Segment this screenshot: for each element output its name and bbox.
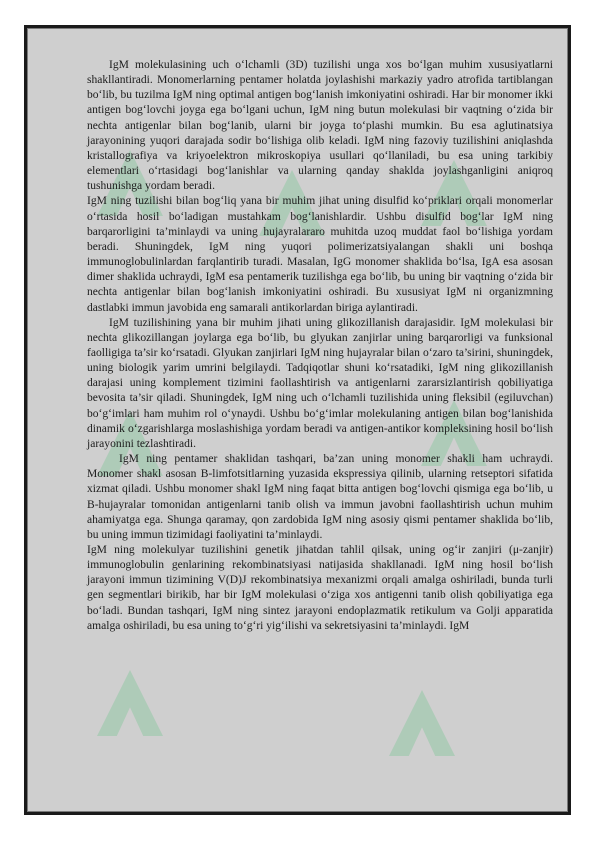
document-body xyxy=(87,58,553,634)
paragraph: IgM molekulasining uch o‘lchamli (3D) tuzilishi unga xos bo‘lgan muhim xususiyatlarni shakllantiradi. Monomerlarning pentamer holatda joylashishi markaziy yadro atrofida tartiblangan bo‘lib, bu tuzilma IgM ning optimal antigen bog‘lanish imkoniyatini oshiradi. Har bir monomer ikki antigen bog‘lovchi joyga ega bo‘lgani uchun, IgM ning butun molekulasi bir vaqtning o‘zida bir nechta antigenlar bilan bog‘lanib, ularni bir joyga to‘plashi mumkin. Bu esa aglutinatsiya jarayonining yuqori darajada sodir bo‘lishiga olib keladi. IgM ning fazoviy tuzilishini aniqlashda kristallografiya va kriyoelektron mikroskopiya usullari qo‘llaniladi, bu esa uning tarkibiy elementlari o‘rtasidagi bog‘lanishlar va ularning qanday shaklda joylashganligini aniqroq tushunishga yordam beradi. xyxy=(87,59,553,193)
paragraph: IgM ning tuzilishi bilan bog‘liq yana bir muhim jihat uning disulfid ko‘priklari orqali monomerlar o‘rtasida hosil bo‘ladigan mustahkam bog‘lanishlardir. Ushbu disulfid bog‘lar IgM ning barqarorligini ta’minlaydi va uning hujayralararo muhitda uzoq muddat faol bo‘lishiga yordam beradi. Shuningdek, IgM ning yuqori polimerizatsiyalangan shakli uni boshqa immunoglobulinlardan farqlantirib turadi. Masalan, IgG monomer shaklida bo‘lsa, IgA esa asosan dimer shaklida uchraydi, IgM esa pentamerik tuzilishga ega bo‘lib, bu uning bir vaqtning o‘zida bir nechta antigenlar bilan bog‘lanish imkoniyatini oshiradi. Bu xususiyat IgM ni organizmning dastlabki immun javobida eng samarali antikorlardan biriga aylantiradi. xyxy=(87,195,553,314)
paragraph: IgM tuzilishining yana bir muhim jihati uning glikozillanish darajasidir. IgM molekulasi bir nechta glikozillangan joylarga ega bo‘lib, bu glyukan zanjirlar uning barqarorligi va funksional faolligiga ta’sir ko‘rsatadi. Glyukan zanjirlari IgM ning hujayralar bilan o‘zaro ta’sirini, shuningdek, uning biologik yarim umrini belgilaydi. Tadqiqotlar shuni ko‘rsatadiki, IgM ning glikozillanish darajasi uning komplement tizimini faollashtirish va antigenlarni zararsizlantirish qobiliyatiga bevosita ta’sir qiladi. Shuningdek, IgM ning uch o‘lchamli tuzilishida uning fleksibil (egiluvchan) bo‘g‘imlari ham muhim rol o‘ynaydi. Ushbu bo‘g‘imlar molekulaning antigen bilan bog‘lanishida dinamik o‘zgarishlarga moslashishiga yordam beradi va antigen-antikor kompleksining hosil bo‘lish jarayonini tezlashtiradi. xyxy=(87,316,553,450)
paragraph: IgM ning molekulyar tuzilishini genetik jihatdan tahlil qilsak, uning og‘ir zanjiri (μ-zanjir) immunoglobulin genlarining rekombinatsiyasi natijasida shakllanadi. IgM ning hosil bo‘lish jarayoni immun tizimining V(D)J rekombinatsiya mexanizmi orqali amalga oshiriladi, bunda turli gen segmentlari birikib, har bir IgM molekulasi o‘ziga xos antigenni tanib olish qobiliyatiga ega bo‘ladi. Bundan tashqari, IgM ning sintez jarayoni endoplazmatik retikulum va Golji apparatida amalga oshiriladi, bu esa uning to‘g‘ri yig‘ilishi va sekretsiyasini ta’minlaydi. IgM xyxy=(87,544,553,632)
watermark-logo-icon xyxy=(75,648,185,758)
paragraph: IgM ning pentamer shaklidan tashqari, ba’zan uning monomer shakli ham uchraydi. Monomer shakl asosan B-limfotsitlarning yuzasida ekspressiya qilinib, ularning retseptori sifatida xizmat qiladi. Ushbu monomer shakl IgM ning faqat bitta antigen bog‘lovchi qismiga ega bo‘lib, u B-hujayralar tomonidan antigenlarni tanib olish va immun javobni faollashtirish uchun muhim ahamiyatga ega. Shunga qaramay, qon zardobida IgM ning asosiy qismi pentamer shaklida bo‘lib, bu uning immun tizimidagi faoliyatini ta’minlaydi. xyxy=(87,453,553,541)
document-page xyxy=(24,25,571,815)
watermark-logo-icon xyxy=(367,668,477,778)
